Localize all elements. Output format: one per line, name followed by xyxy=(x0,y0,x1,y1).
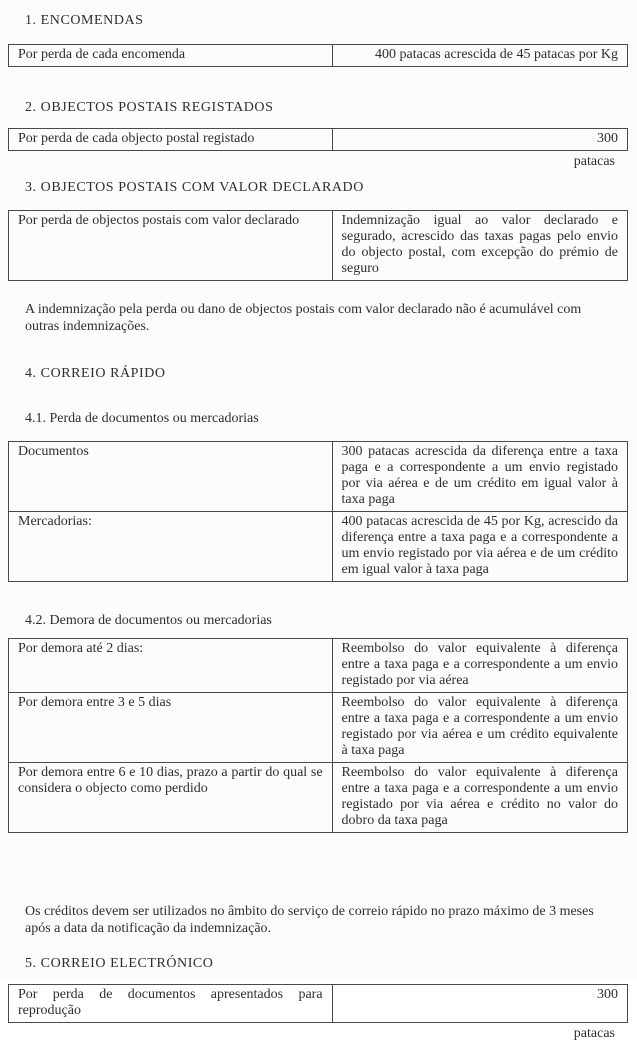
section-4-2-heading: 4.2. Demora de documentos ou mercadorias xyxy=(25,613,272,628)
indemnity-item: Por demora entre 6 e 10 dias, prazo a partir do qual se considera o objecto como perdido xyxy=(9,763,333,833)
demora-correio-rapido-table xyxy=(8,638,628,833)
indemnity-value: 300 xyxy=(332,985,627,1023)
indemnity-item: Por perda de cada objecto postal registado xyxy=(9,129,333,151)
section-2-heading: 2. OBJECTOS POSTAIS REGISTADOS xyxy=(25,100,274,115)
table-row xyxy=(9,442,628,512)
indemnity-item: Por demora até 2 dias: xyxy=(9,639,333,693)
currency-unit-label: patacas xyxy=(573,1026,615,1041)
table-row xyxy=(9,639,628,693)
indemnity-value: Reembolso do valor equivalente à diferença entre a taxa paga e a correspondente a um envio registado por via aérea e crédito no valor do dobro da taxa paga xyxy=(332,763,627,833)
indemnity-value: 300 xyxy=(332,129,627,151)
encomendas-table xyxy=(8,44,628,67)
currency-unit-label: patacas xyxy=(573,154,615,169)
indemnity-value: 400 patacas acrescida de 45 por Kg, acrescido da diferença entre a taxa paga e a correspondente a um envio registado por via aérea e de um crédito em igual valor à taxa paga xyxy=(332,512,627,582)
indemnity-value: Indemnização igual ao valor declarado e segurado, acrescido das taxas pagas pelo envio do objecto postal, com excepção do prémio de seguro xyxy=(332,211,627,281)
section-1-heading: 1. ENCOMENDAS xyxy=(25,13,144,28)
table-row xyxy=(9,129,628,151)
indemnity-value: 400 patacas acrescida de 45 patacas por Kg xyxy=(332,45,627,67)
perda-correio-rapido-table xyxy=(8,441,628,582)
registados-table xyxy=(8,128,628,151)
table-row xyxy=(9,693,628,763)
correio-rapido-note: Os créditos devem ser utilizados no âmbito do serviço de correio rápido no prazo máximo de 3 meses após a data da notificação da indemnização. xyxy=(25,904,594,936)
valor-declarado-table xyxy=(8,210,628,281)
indemnity-value: 300 patacas acrescida da diferença entre a taxa paga e a correspondente a um envio registado por via aérea e de um crédito em igual valor à taxa paga xyxy=(332,442,627,512)
indemnity-item: Por perda de documentos apresentados para reprodução xyxy=(9,985,333,1023)
indemnity-item: Por perda de cada encomenda xyxy=(9,45,333,67)
table-row xyxy=(9,211,628,281)
valor-declarado-note: A indemnização pela perda ou dano de objectos postais com valor declarado não é acumulável com outras indemnizações. xyxy=(25,302,582,334)
table-row xyxy=(9,45,628,67)
correio-electronico-table xyxy=(8,984,628,1023)
section-5-heading: 5. CORREIO ELECTRÓNICO xyxy=(25,956,214,971)
section-4-1-heading: 4.1. Perda de documentos ou mercadorias xyxy=(25,411,259,426)
table-row xyxy=(9,512,628,582)
indemnity-item: Por perda de objectos postais com valor declarado xyxy=(9,211,333,281)
indemnity-item: Documentos xyxy=(9,442,333,512)
indemnity-item: Por demora entre 3 e 5 dias xyxy=(9,693,333,763)
indemnity-value: Reembolso do valor equivalente à diferença entre a taxa paga e a correspondente a um envio registado por via aérea xyxy=(332,639,627,693)
table-row xyxy=(9,985,628,1023)
section-3-heading: 3. OBJECTOS POSTAIS COM VALOR DECLARADO xyxy=(25,180,364,195)
indemnity-item: Mercadorias: xyxy=(9,512,333,582)
section-4-heading: 4. CORREIO RÁPIDO xyxy=(25,366,166,381)
indemnity-value: Reembolso do valor equivalente à diferença entre a taxa paga e a correspondente a um envio registado por via aérea e um crédito equivalente à taxa paga xyxy=(332,693,627,763)
table-row xyxy=(9,763,628,833)
